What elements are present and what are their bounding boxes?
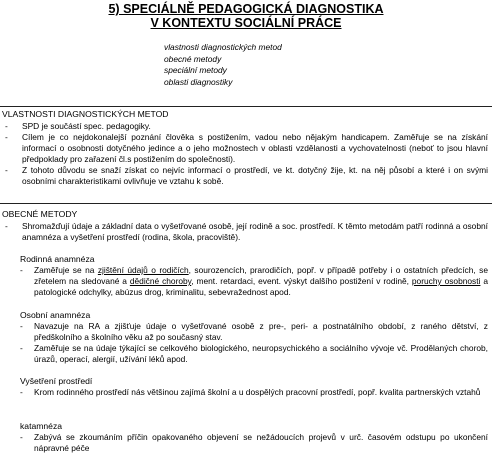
list-item: - Navazuje na RA a zjišťuje údaje o vyšetřované osobě z pre-, peri- a postnatálního období, z raného dětství, z předškolního a školního věku až po současný stav. (20, 321, 488, 342)
bullet-text: Zaměřuje se na údaje týkající se celkového biologického, neuropsychického a sociálního vývoje vč. Prodělaných chorob, úrazů, operací, alergií, užívání léků apod. (34, 343, 488, 364)
bullet-text: Shromažďují údaje a základní data o vyšetřované osobě, její rodině a soc. prostředí. K těmto metodám patří rodinná a osobní anamnéza a vyšetření prostředí (rodina, škola, pracoviště). (22, 221, 488, 242)
subheading-osobni: Osobní anamnéza (20, 310, 91, 320)
underlined-text: poruchy osobnosti (411, 276, 481, 286)
bullet-text: Zabývá se zkoumáním příčin opakovaného objevení se nežádoucích projevů v urč. časovém odstupu po ukončení nápravné péče (34, 432, 488, 453)
toc-item: vlastnosti diagnostických metod (164, 42, 282, 52)
list-item: - Z tohoto důvodu se snaží získat co nejvíc informací o prostředí, ve kt. dotyčný žije, kt. na něj působí a které i on svými osobními charakteristikami ovlivňuje ve vztahu k sobě. (5, 165, 488, 186)
list-item: - Zabývá se zkoumáním příčin opakovaného objevení se nežádoucích projevů v urč. časovém odstupu po ukončení nápravné péče (20, 432, 488, 453)
subheading-katamneza: katamnéza (20, 421, 63, 431)
bullet-text: Krom rodinného prostředí nás většinou zajímá školní a u dospělých pracovní prostředí, popř. kvalita partnerských vztahů (34, 387, 481, 397)
subheading-vysetreni: Vyšetření prostředí (20, 376, 93, 386)
underlined-text: zjištění údajů o rodičích (97, 265, 189, 275)
toc-item: oblasti diagnostiky (164, 76, 233, 87)
bullet-text: Z tohoto důvodu se snaží získat co nejvíc informací o prostředí, ve kt. dotyčný žije, kt. na něj působí a které i on svými osobními charakteristikami ovlivňuje ve vztahu k sobě. (22, 165, 488, 186)
section-heading-vlastnosti: VLASTNOSTI DIAGNOSTICKÝCH METOD (2, 109, 169, 119)
bullet-text: SPD je součástí spec. pedagogiky. (22, 121, 151, 131)
title-line-1: 5) SPECIÁLNĚ PEDAGOGICKÁ DIAGNOSTIKA (108, 2, 384, 16)
bullet-text: Navazuje na RA a zjišťuje údaje o vyšetřované osobě z pre-, peri- a postnatálního období, z raného dětství, z předškolního a školního věku až po současný stav. (34, 321, 488, 342)
subheading-rodinna: Rodinná anamnéza (20, 254, 95, 264)
list-item: - Zaměřuje se na údaje týkající se celkového biologického, neuropsychického a sociálního vývoje vč. Prodělaných chorob, úrazů, operací, alergií, užívání léků apod. (20, 343, 488, 364)
toc-item: obecné metody (164, 53, 222, 64)
section-divider (0, 203, 492, 204)
section-divider (0, 106, 492, 107)
list-item: - Zaměřuje se na zjištění údajů o rodičích, sourozencích, prarodičích, popř. v případě potřeby i o ostatních předcích, se zřetelem na sledované a dědičné choroby, ment. retardaci, event. výskyt dalšího postižení v rodině, poruchy osobnosti a patologické odchylky, abúzus drog, kriminalitu, sebevražednost apod. (20, 265, 489, 297)
title-line-2: V KONTEXTU SOCIÁLNÍ PRÁCE (150, 16, 342, 30)
toc-item: speciální metody (164, 65, 227, 76)
section-heading-obecne: OBECNÉ METODY (2, 209, 78, 219)
list-item: - Krom rodinného prostředí nás většinou zajímá školní a u dospělých pracovní prostředí, popř. kvalita partnerských vztahů (20, 387, 481, 397)
list-item: - Cílem je co nejdokonalejší poznání člověka s postižením, vadou nebo nějakým handicapem. Zaměřuje se na získání informací o osobnosti dotyčného jedince a o jeho možnostech v oblasti vzdělanosti a vychovatelnosti (neboť to jsou hlavní předpoklady pro zařazení čl.s postižením do společnosti). (5, 132, 488, 164)
bullet-text: Cílem je co nejdokonalejší poznání člověka s postižením, vadou nebo nějakým handicapem. Zaměřuje se na získání informací o osobnosti dotyčného jedince a o jeho možnostech v oblasti vzdělanosti a vychovatelnosti (neboť to jsou hlavní předpoklady pro zařazení čl.s postižením do společnosti). (22, 132, 488, 164)
table-of-contents (164, 42, 282, 88)
list-item: - SPD je součástí spec. pedagogiky. (5, 121, 151, 131)
underlined-text: dědičné choroby (129, 276, 192, 286)
list-item: - Shromažďují údaje a základní data o vyšetřované osobě, její rodině a soc. prostředí. K těmto metodám patří rodinná a osobní anamnéza a vyšetření prostředí (rodina, škola, pracoviště). (5, 221, 488, 242)
